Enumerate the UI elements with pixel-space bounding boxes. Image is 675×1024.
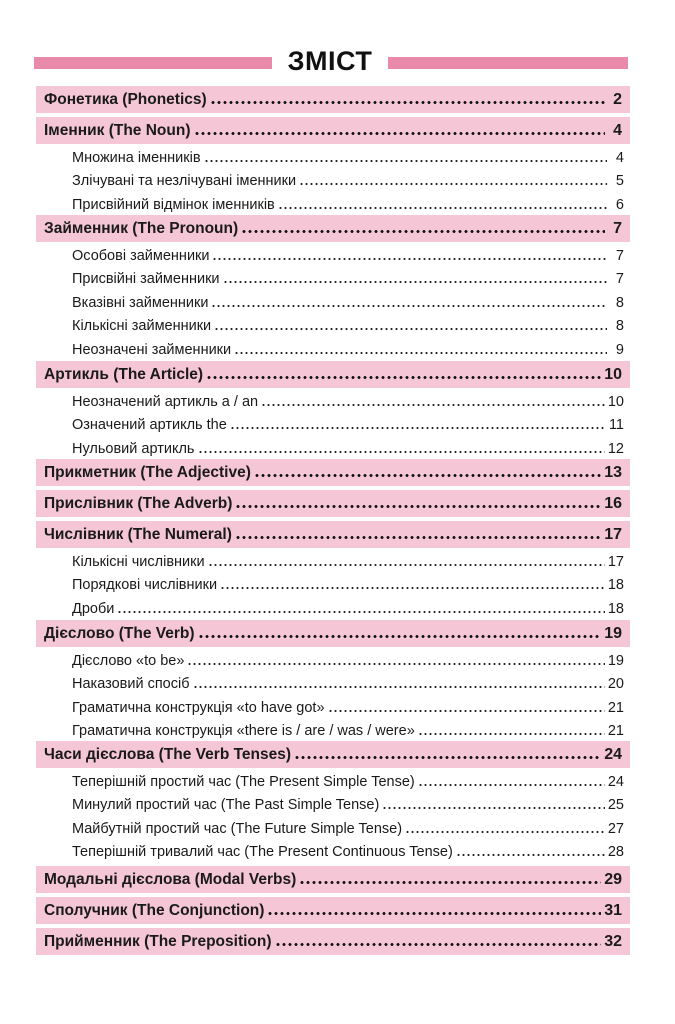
subsection-title: Означений артикль the xyxy=(72,417,227,434)
section-title: Прислівник (The Adverb) xyxy=(44,494,233,512)
subsection-title: Граматична конструкція «there is / are / was / were» xyxy=(72,723,415,740)
dot-leader xyxy=(382,807,605,809)
dot-leader xyxy=(187,663,604,665)
dot-leader xyxy=(254,474,601,477)
toc-subsection-row[interactable] xyxy=(72,598,624,620)
subsection-page-number: 21 xyxy=(607,699,624,716)
subsection-title: Особові займенники xyxy=(72,248,210,264)
subsection-title: Майбутній простий час (The Future Simple Tense) xyxy=(72,820,403,837)
section-title: Сполучник (The Conjunction) xyxy=(44,901,265,919)
toc-subsection-row[interactable] xyxy=(72,673,624,695)
toc-subsection-row[interactable] xyxy=(72,339,624,361)
toc-subsection-row[interactable] xyxy=(72,650,624,672)
section-title: Часи дієслова (The Verb Tenses) xyxy=(44,745,292,763)
dot-leader xyxy=(208,564,605,566)
subsection-title: Присвійні займенники xyxy=(72,271,220,288)
section-page-number: 32 xyxy=(604,932,622,950)
dot-leader xyxy=(261,404,605,406)
page-title: ЗМІСТ xyxy=(287,46,373,76)
toc-subsection-row[interactable] xyxy=(72,194,624,216)
subsection-title: Неозначений артикль a / an xyxy=(72,394,259,410)
subsection-title: Наказовий спосіб xyxy=(72,676,190,693)
toc-section-row[interactable] xyxy=(36,897,630,924)
toc-subsection-row[interactable] xyxy=(72,292,624,314)
subsection-title: Граматична конструкція «to have got» xyxy=(72,699,325,716)
subsection-page-number: 21 xyxy=(607,723,624,740)
subsection-title: Дієслово «to be» xyxy=(72,653,185,669)
toc-subsection-row[interactable] xyxy=(72,551,624,573)
toc-section-row[interactable] xyxy=(36,459,630,486)
subsection-page-number: 20 xyxy=(607,676,624,693)
dot-leader xyxy=(194,132,606,135)
toc-section-row[interactable] xyxy=(36,361,630,388)
section-page-number: 10 xyxy=(604,365,622,383)
dot-leader xyxy=(328,710,605,712)
section-title: Модальні дієслова (Modal Verbs) xyxy=(44,870,297,888)
subsection-title: Теперішній тривалий час (The Present Continuous Tense) xyxy=(72,844,453,861)
subsection-title: Теперішній простий час (The Present Simple Tense) xyxy=(72,774,415,790)
subsection-page-number: 27 xyxy=(607,820,624,837)
subsection-page-number: 18 xyxy=(607,600,624,617)
dot-leader xyxy=(211,305,607,307)
toc-section-row[interactable] xyxy=(36,86,630,113)
toc-section-row[interactable] xyxy=(36,490,630,517)
dot-leader xyxy=(235,536,601,539)
toc-subsection-row[interactable] xyxy=(72,794,624,816)
section-page-number: 31 xyxy=(604,901,622,919)
subsection-page-number: 19 xyxy=(607,653,624,669)
dot-leader xyxy=(214,328,607,330)
dot-leader xyxy=(198,451,605,453)
toc-subsection-row[interactable] xyxy=(72,818,624,840)
toc-subsection-row[interactable] xyxy=(72,414,624,436)
dot-leader xyxy=(275,943,602,946)
toc-subsection-row[interactable] xyxy=(72,771,624,793)
toc-subsection-row[interactable] xyxy=(72,574,624,596)
section-title: Дієслово (The Verb) xyxy=(44,624,195,642)
subsection-title: Присвійний відмінок іменників xyxy=(72,196,275,213)
dot-leader xyxy=(278,207,607,209)
subsection-title: Порядкові числівники xyxy=(72,577,218,594)
subsection-page-number: 25 xyxy=(607,797,624,814)
toc-subsection-row[interactable] xyxy=(72,268,624,290)
subsection-page-number: 7 xyxy=(615,248,624,264)
dot-leader xyxy=(204,160,607,162)
subsection-page-number: 8 xyxy=(615,294,624,311)
subsection-page-number: 18 xyxy=(607,577,624,594)
section-page-number: 29 xyxy=(604,870,622,888)
subsection-page-number: 12 xyxy=(607,440,624,457)
subsection-page-number: 24 xyxy=(607,774,624,790)
section-title: Займенник (The Pronoun) xyxy=(44,219,239,237)
section-page-number: 13 xyxy=(604,463,622,481)
subsection-title: Кількісні числівники xyxy=(72,554,205,570)
dot-leader xyxy=(206,376,601,379)
dot-leader xyxy=(456,854,605,856)
dot-leader xyxy=(117,611,605,613)
section-title: Числівник (The Numeral) xyxy=(44,525,232,543)
section-title: Іменник (The Noun) xyxy=(44,121,191,139)
subsection-title: Множина іменників xyxy=(72,150,201,166)
subsection-title: Злічувані та незлічувані іменники xyxy=(72,173,297,190)
dot-leader xyxy=(294,756,601,759)
toc-section-row[interactable] xyxy=(36,741,630,768)
section-page-number: 19 xyxy=(604,624,622,642)
section-title: Фонетика (Phonetics) xyxy=(44,90,207,108)
subsection-page-number: 11 xyxy=(608,417,624,434)
dot-leader xyxy=(210,101,605,104)
dot-leader xyxy=(230,427,606,429)
dot-leader xyxy=(220,587,605,589)
dot-leader xyxy=(418,733,605,735)
toc-subsection-row[interactable] xyxy=(72,841,624,863)
dot-leader xyxy=(212,258,607,260)
toc-section-row[interactable] xyxy=(36,215,630,242)
subsection-page-number: 9 xyxy=(615,341,624,358)
section-title: Артикль (The Article) xyxy=(44,365,204,383)
subsection-title: Неозначені займенники xyxy=(72,341,232,358)
section-title: Прийменник (The Preposition) xyxy=(44,932,272,950)
subsection-title: Дроби xyxy=(72,600,115,617)
section-page-number: 4 xyxy=(613,121,622,139)
dot-leader xyxy=(193,686,605,688)
subsection-page-number: 5 xyxy=(615,173,624,190)
toc-section-row[interactable] xyxy=(36,521,630,548)
dot-leader xyxy=(198,635,602,638)
toc-subsection-row[interactable] xyxy=(72,315,624,337)
subsection-title: Минулий простий час (The Past Simple Tense) xyxy=(72,797,380,814)
subsection-page-number: 6 xyxy=(615,196,624,213)
subsection-page-number: 8 xyxy=(615,318,624,335)
section-page-number: 7 xyxy=(613,219,622,237)
subsection-page-number: 28 xyxy=(607,844,624,861)
section-page-number: 24 xyxy=(604,745,622,763)
section-page-number: 16 xyxy=(604,494,622,512)
toc-subsection-row[interactable] xyxy=(72,720,624,742)
dot-leader xyxy=(299,183,607,185)
toc-section-row[interactable] xyxy=(36,620,630,647)
dot-leader xyxy=(299,881,601,884)
section-page-number: 17 xyxy=(604,525,622,543)
subsection-title: Нульовий артикль xyxy=(72,440,195,457)
dot-leader xyxy=(223,281,607,283)
dot-leader xyxy=(405,831,605,833)
dot-leader xyxy=(241,230,605,233)
toc-subsection-row[interactable] xyxy=(72,697,624,719)
dot-leader xyxy=(267,912,601,915)
section-page-number: 2 xyxy=(613,90,622,108)
subsection-title: Кількісні займенники xyxy=(72,318,212,335)
subsection-page-number: 4 xyxy=(615,150,624,166)
subsection-page-number: 10 xyxy=(607,394,624,410)
toc-section-row[interactable] xyxy=(36,928,630,955)
toc-subsection-row[interactable] xyxy=(72,170,624,192)
subsection-page-number: 7 xyxy=(615,271,624,288)
dot-leader xyxy=(235,505,601,508)
dot-leader xyxy=(234,352,607,354)
dot-leader xyxy=(418,784,605,786)
toc-section-row[interactable] xyxy=(36,866,630,893)
toc-subsection-row[interactable] xyxy=(72,391,624,413)
subsection-title: Вказівні займенники xyxy=(72,294,209,311)
toc-section-row[interactable] xyxy=(36,117,630,144)
toc-subsection-row[interactable] xyxy=(72,245,624,267)
toc-subsection-row[interactable] xyxy=(72,438,624,460)
section-title: Прикметник (The Adjective) xyxy=(44,463,251,481)
toc-subsection-row[interactable] xyxy=(72,147,624,169)
subsection-page-number: 17 xyxy=(607,554,624,570)
